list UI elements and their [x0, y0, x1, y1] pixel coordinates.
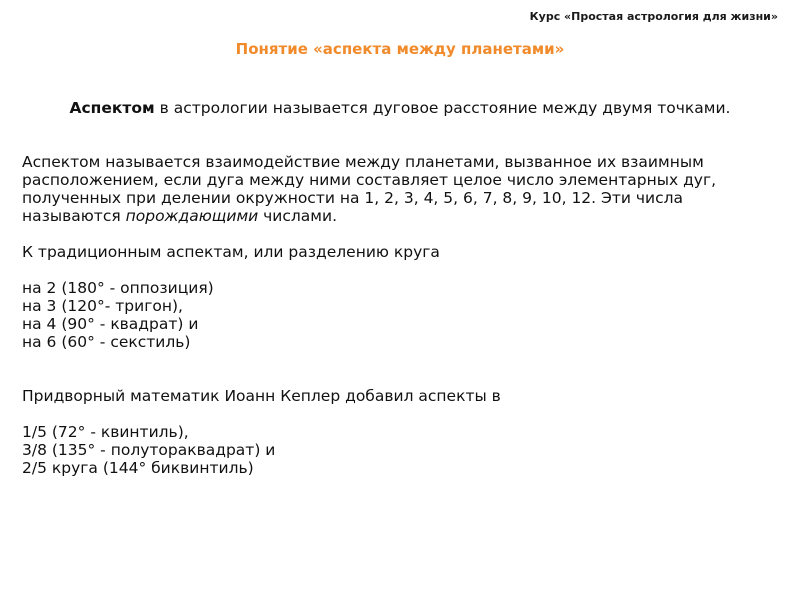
definition-paragraph [40, 99, 760, 117]
definition-term: Аспектом [69, 99, 155, 117]
kepler-aspect-item: 3/8 (135° - полутораквадрат) и [22, 441, 276, 459]
kepler-aspect-item: 2/5 круга (144° биквинтиль) [22, 459, 254, 477]
traditional-intro: К традиционным аспектам, или разделению круга [22, 243, 440, 261]
aspect-emphasis: порождающими [125, 207, 259, 225]
kepler-intro: Придворный математик Иоанн Кеплер добавил аспекты в [22, 387, 501, 405]
slide-body [22, 153, 782, 477]
traditional-aspect-item: на 4 (90° - квадрат) и [22, 315, 199, 333]
traditional-aspect-item: на 2 (180° - оппозиция) [22, 279, 214, 297]
aspect-paragraph-text: Аспектом называется взаимодействие между планетами, вызванное их взаимным расположением, если дуга между ними составляет целое число элементарных дуг, полученных при делении окружности на 1, 2, 3, 4, 5, 6, 7, 8, 9, 10, 12. Эти числа называются [22, 153, 717, 225]
definition-text: в астрологии называется дуговое расстояние между двумя точками. [154, 99, 731, 117]
kepler-aspect-item: 1/5 (72° - квинтиль), [22, 423, 189, 441]
slide-title: Понятие «аспекта между планетами» [235, 40, 565, 58]
course-name: Курс «Простая астрология для жизни» [529, 10, 778, 23]
aspect-paragraph [22, 153, 782, 225]
traditional-aspect-item: на 3 (120°- тригон), [22, 297, 183, 315]
traditional-aspect-item: на 6 (60° - секстиль) [22, 333, 191, 351]
aspect-paragraph-end: числами. [258, 207, 337, 225]
